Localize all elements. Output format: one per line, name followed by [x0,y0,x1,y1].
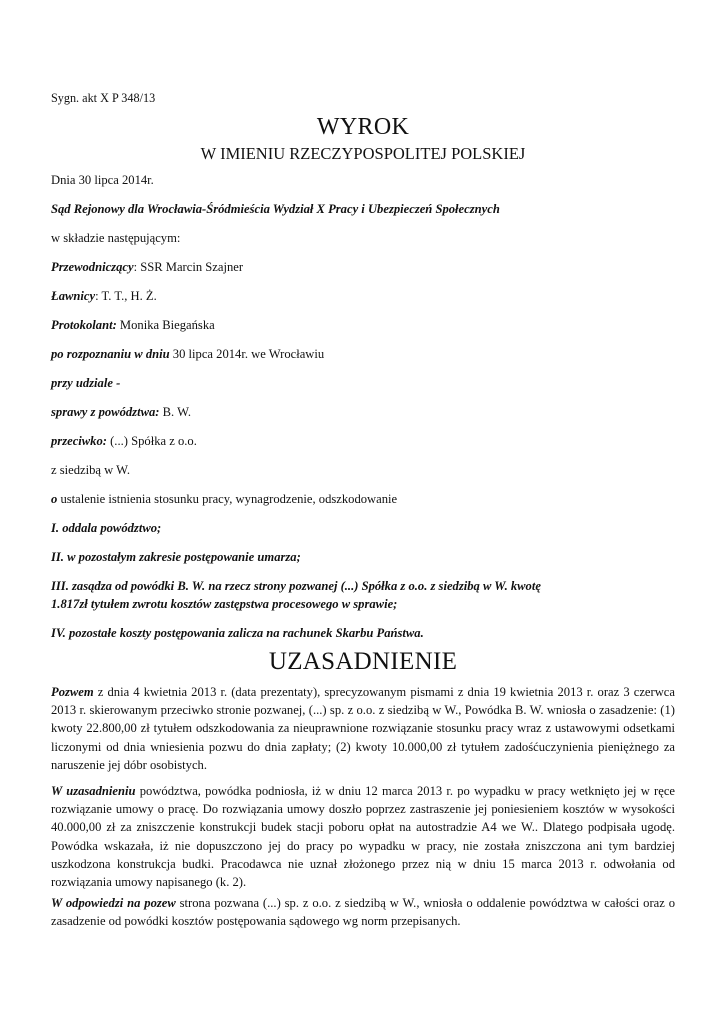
participation-row: przy udziale - [51,376,121,390]
paragraph-3-lead: W odpowiedzi na pozew [51,896,176,910]
justification-paragraph-1 [51,683,675,774]
case-signature: Sygn. akt X P 348/13 [51,91,156,105]
lay-judges-value: : T. T., H. Ż. [95,289,157,303]
clerk-row [51,316,675,334]
paragraph-1-text: z dnia 4 kwietnia 2013 r. (data prezentaty), sprecyzowanym pismami z dnia 19 kwietnia 2013 r. oraz 3 czerwca 2013 r. skierowanym przeciwko stronie pozwanej, (...) sp. z o.o. z siedzibą w W., Powódka B. W. wniosła o zasadzenie: (1) kwoty 22.800,00 zł tytułem odszkodowania za nieuprawnione rozwiązanie stosunku pracy wraz z ustawowymi odsetkami liczonymi od dnia wniesienia pozwu do dnia zapłaty; (2) kwoty 10.000,00 zł tytułem zadośćuczynienia pieniężnego za naruszenie jej dóbr osobistych. [51,685,675,772]
clerk-label: Protokolant: [51,318,117,332]
paragraph-3-text: strona pozwana (...) sp. z o.o. z siedzibą w W., wniosła o oddalenie powództwa w całości oraz o zasadzenie od powódki kosztów postępowania sądowego wg norm przepisanych. [51,896,675,929]
hearing-value: 30 lipca 2014r. we Wrocławiu [169,347,325,361]
justification-paragraph-3 [51,894,675,930]
document-subtitle: W IMIENIU RZECZYPOSPOLITEJ POLSKIEJ [200,144,526,163]
subject-label: o [51,492,58,506]
ruling-point-3-line-1: III. zasądza od powódki B. W. na rzecz strony pozwanej (...) Spółka z o.o. z siedzibą w W. kwotę [51,579,541,593]
paragraph-2-lead: W uzasadnieniu [51,784,136,798]
chair-label: Przewodniczący [51,260,134,274]
composition-intro: w składzie następującym: [51,231,181,245]
judgment-date: Dnia 30 lipca 2014r. [51,173,154,187]
claimant-label: sprawy z powództwa: [51,405,160,419]
subject-value: ustalenie istnienia stosunku pracy, wynagrodzenie, odszkodowanie [57,492,398,506]
claimant-row [51,403,675,421]
justification-title: UZASADNIENIE [268,648,458,675]
court-name: Sąd Rejonowy dla Wrocławia-Śródmieścia Wydział X Pracy i Ubezpieczeń Społecznych [51,202,500,216]
ruling-point-2: II. w pozostałym zakresie postępowanie umarza; [51,550,301,564]
claimant-value: B. W. [159,405,191,419]
defendant-row [51,432,675,450]
lay-judges-row [51,287,675,305]
defendant-value: (...) Spółka z o.o. [106,434,197,448]
defendant-label: przeciwko: [51,434,107,448]
paragraph-2-text: powództwa, powódka podniosła, iż w dniu 12 marca 2013 r. po wypadku w pracy wetknięto jej w ręce rozwiązanie umowy o pracę. Do rozwiązania umowy doszło poprzez zastraszenie jej poniesieniem kosztów w wysokości 40.000,00 zł za zniszczenie konstrukcji budek stacji poboru opłat na autostradzie A4 we W.. Dlatego podpisała ugodę. Powódka wskazała, iż nie dopuszczono jej do pracy po wypadku w pracy, nie została zniszczona ani tym bardziej uszkodzona konstrukcja budki. Pracodawca nie uznał złożonego przez nią w dniu 15 marca 2013 r. odwołania od rozwiązania umowy napisanego (k. 2). [51,784,675,890]
hearing-row [51,345,675,363]
ruling-point-1: I. oddala powództwo; [51,521,162,535]
hearing-label: po rozpoznaniu w dniu [51,347,170,361]
clerk-value: Monika Biegańska [116,318,215,332]
defendant-seat: z siedzibą w W. [51,463,131,477]
chair-value: : SSR Marcin Szajner [133,260,244,274]
lay-judges-label: Ławnicy [51,289,96,303]
subject-row [51,490,675,508]
ruling-point-3-line-2: 1.817zł tytułem zwrotu kosztów zastępstwa procesowego w sprawie; [51,597,398,611]
ruling-point-4: IV. pozostałe koszty postępowania zalicza na rachunek Skarbu Państwa. [51,626,424,640]
justification-paragraph-2 [51,782,675,891]
chair-row [51,258,675,276]
document-title: WYROK [316,114,410,140]
paragraph-1-lead: Pozwem [51,685,94,699]
